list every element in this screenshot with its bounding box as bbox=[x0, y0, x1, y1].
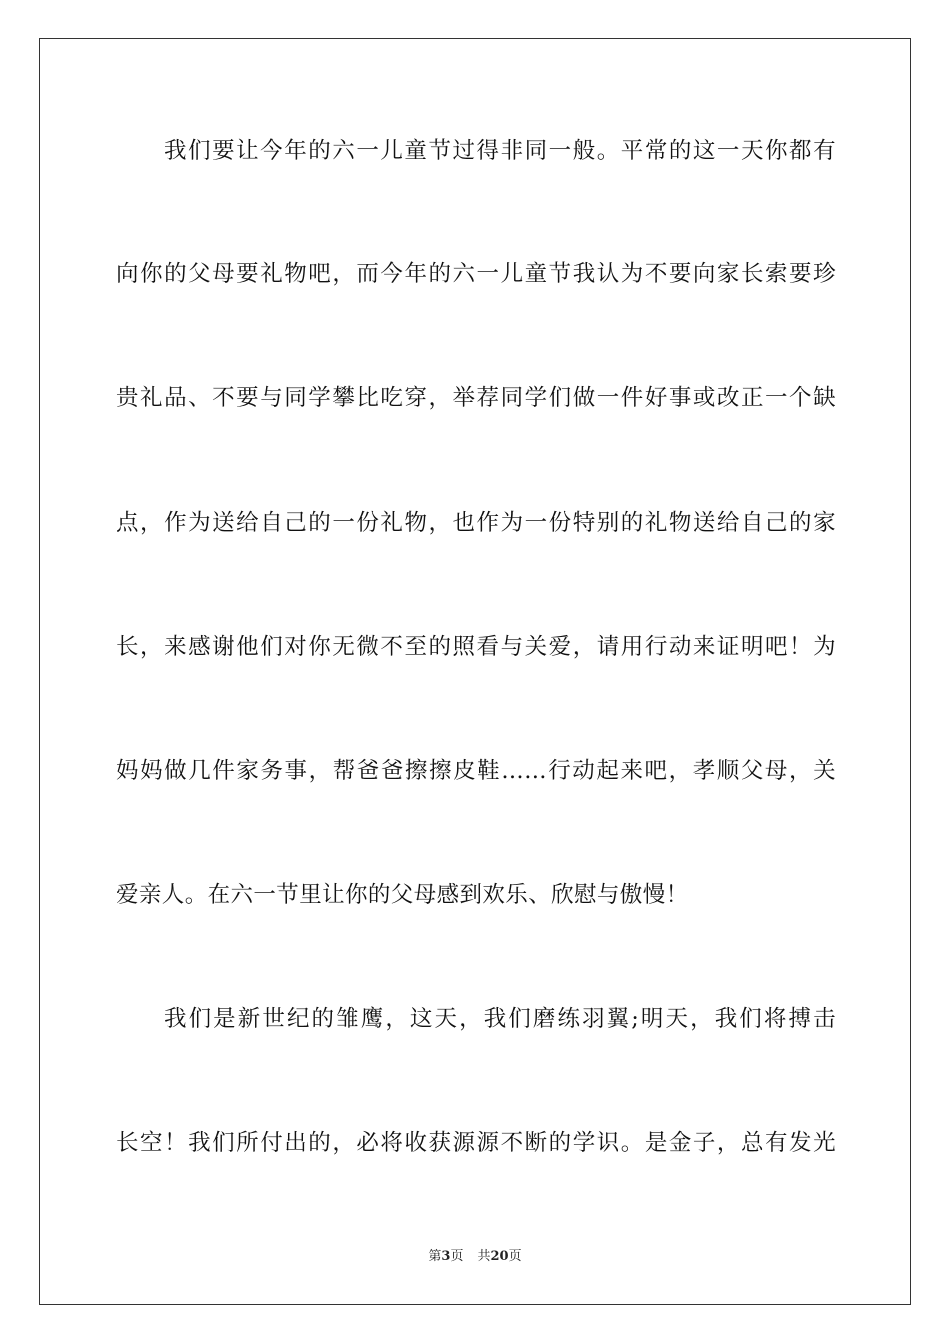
page-label-prefix: 第 bbox=[428, 1249, 442, 1264]
total-label-suffix: 页 bbox=[508, 1249, 522, 1264]
total-label-prefix: 共 bbox=[477, 1249, 491, 1264]
paragraph-1-line-5: 长，来感谢他们对你无微不至的照看与关爱，请用行动来证明吧！为 bbox=[116, 634, 836, 660]
paragraph-1-line-3: 贵礼品、不要与同学攀比吃穿，举荐同学们做一件好事或改正一个缺 bbox=[116, 385, 836, 411]
paragraph-2-line-2: 长空！我们所付出的，必将收获源源不断的学识。是金子，总有发光 bbox=[116, 1130, 836, 1156]
page-label-suffix: 页 bbox=[450, 1249, 464, 1264]
paragraph-1-line-4: 点，作为送给自己的一份礼物，也作为一份特别的礼物送给自己的家 bbox=[116, 510, 836, 536]
paragraph-2-line-1: 我们是新世纪的雏鹰，这天，我们磨练羽翼;明天，我们将搏击 bbox=[164, 1006, 836, 1032]
total-page-number: 20 bbox=[490, 1249, 509, 1264]
paragraph-1-line-2: 向你的父母要礼物吧，而今年的六一儿童节我认为不要向家长索要珍 bbox=[116, 261, 836, 287]
paragraph-1-line-6: 妈妈做几件家务事，帮爸爸擦擦皮鞋……行动起来吧，孝顺父母，关 bbox=[116, 758, 836, 784]
page-footer bbox=[0, 1248, 950, 1266]
paragraph-1-line-7: 爱亲人。在六一节里让你的父母感到欢乐、欣慰与傲慢！ bbox=[116, 882, 689, 908]
paragraph-1-line-1: 我们要让今年的六一儿童节过得非同一般。平常的这一天你都有 bbox=[164, 138, 836, 164]
current-page-number: 3 bbox=[441, 1249, 451, 1264]
page-border bbox=[39, 38, 911, 1305]
